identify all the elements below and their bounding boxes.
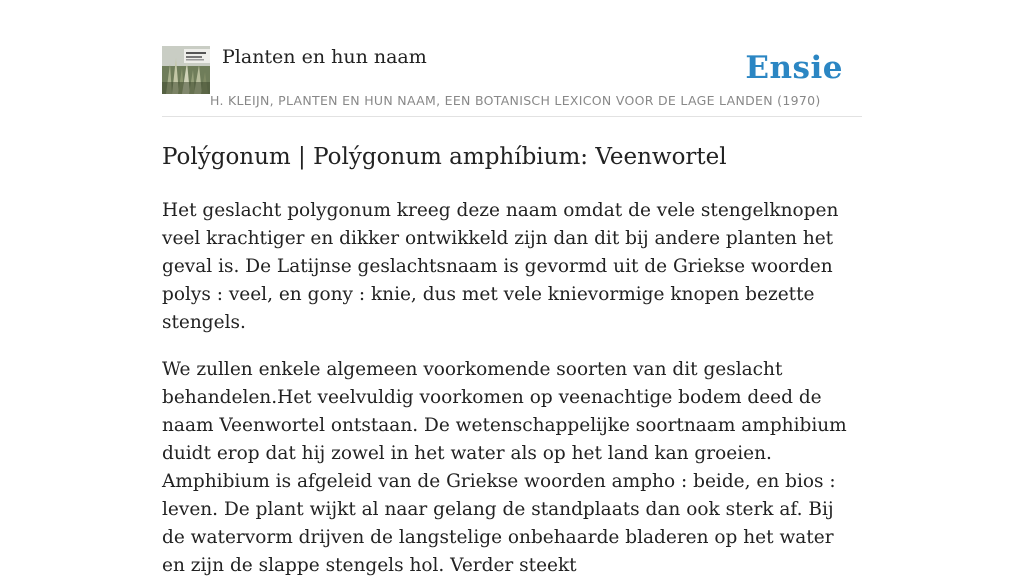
- content-column: [162, 0, 862, 580]
- book-cover-thumbnail-icon[interactable]: [162, 46, 210, 94]
- source-title[interactable]: Planten en hun naam: [222, 46, 427, 68]
- source-meta: H. KLEIJN, PLANTEN EN HUN NAAM, EEN BOTANISCH LEXICON VOOR DE LAGE LANDEN (1970): [210, 93, 821, 108]
- article-paragraph: We zullen enkele algemeen voorkomende soorten van dit geslacht behandelen.Het veelvuldig voorkomen op veenachtige bodem deed de naam Veenwortel ontstaan. De wetenschappelijke soortnaam amphibium duidt erop dat hij zowel in het water als op het land kan groeien. Amphibium is afgeleid van de Griekse woorden ampho : beide, en bios : leven. De plant wijkt al naar gelang de standplaats dan ook sterk af. Bij de watervorm drijven de langstelige onbehaarde bladeren op het water en zijn de slappe stengels hol. Verder steekt: [162, 359, 847, 576]
- ensie-logo[interactable]: Ensie: [745, 50, 843, 86]
- article-title: Polýgonum | Polýgonum amphíbium: Veenwortel: [162, 144, 727, 170]
- article-paragraph: Het geslacht polygonum kreeg deze naam omdat de vele stengelknopen veel krachtiger en dikker ontwikkeld zijn dan dit bij andere planten het geval is. De Latijnse geslachtsnaam is gevormd uit de Griekse woorden polys : veel, en gony : knie, dus met vele knievormige knopen bezette stengels.: [162, 200, 839, 333]
- source-header: [162, 0, 862, 117]
